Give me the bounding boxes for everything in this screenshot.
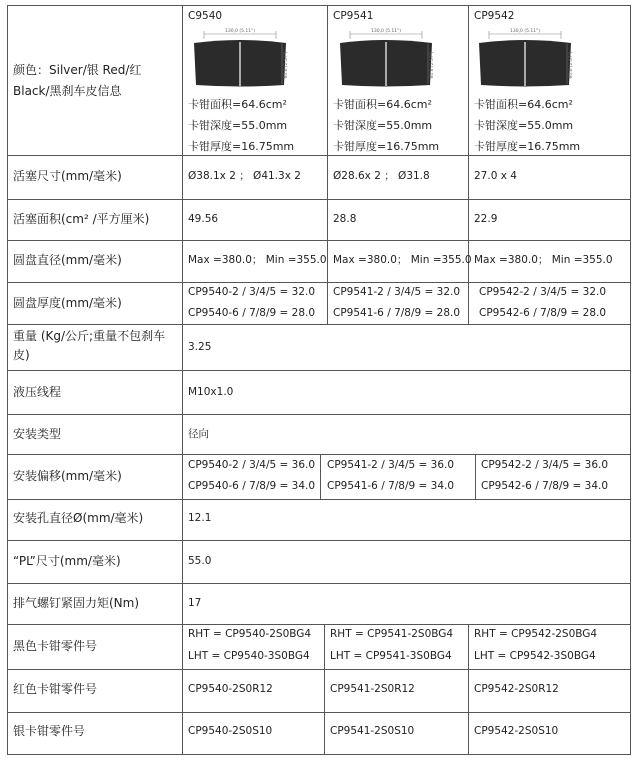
disc-thickness-3b: CP9542-6 / 7/8/9 = 28.0 (479, 307, 607, 319)
area-1: 卡钳面积=64.6cm² (188, 98, 287, 111)
black-part-2a: RHT = CP9541-2S0BG4 (330, 628, 454, 640)
piston-area-2: 28.8 (333, 213, 357, 225)
red-part-2: CP9541-2S0R12 (330, 683, 415, 695)
model-name-1: C9540 (188, 10, 223, 22)
color-label-line2: Black/黑刹车皮信息 (13, 84, 122, 98)
model-name-3: CP9542 (474, 10, 515, 22)
disc-thickness-1b: CP9540-6 / 7/8/9 = 28.0 (188, 307, 316, 319)
red-part-3: CP9542-2S0R12 (474, 683, 559, 695)
pl-size-value: 55.0 (188, 555, 212, 567)
mount-offset-1a: CP9540-2 / 3/4/5 = 36.0 (188, 459, 316, 471)
brake-pad-diagram-2 (336, 25, 436, 91)
piston-area-3: 22.9 (474, 213, 498, 225)
disc-thickness-label: 圆盘厚度(mm/毫米) (13, 296, 122, 310)
mount-offset-2a: CP9541-2 / 3/4/5 = 36.0 (327, 459, 455, 471)
disc-diameter-1: Max =380.0； Min =355.0 (188, 254, 327, 266)
disc-diameter-3: Max =380.0； Min =355.0 (474, 254, 613, 266)
diagram-height-label-1: 60.6 (2.57") (284, 51, 289, 79)
red-part-label: 红色卡钳零件号 (13, 682, 98, 696)
piston-size-2: Ø28.6x 2 ； Ø31.8 (333, 170, 430, 182)
weight-label-line2: 皮) (13, 348, 30, 362)
piston-size-1: Ø38.1x 2 ； Ø41.3x 2 (188, 170, 301, 182)
diagram-width-label-2: 130,0 (5.11") (371, 29, 401, 34)
brake-pad-diagram-3 (475, 25, 575, 91)
disc-thickness-1a: CP9540-2 / 3/4/5 = 32.0 (188, 286, 316, 298)
black-part-3b: LHT = CP9542-3S0BG4 (474, 650, 596, 662)
area-3: 卡钳面积=64.6cm² (474, 98, 573, 111)
disc-thickness-2a: CP9541-2 / 3/4/5 = 32.0 (333, 286, 461, 298)
depth-2: 卡钳深度=55.0mm (333, 119, 433, 132)
mount-type-value: 径向 (188, 428, 209, 440)
disc-diameter-2: Max =380.0； Min =355.0 (333, 254, 472, 266)
depth-3: 卡钳深度=55.0mm (474, 119, 574, 132)
piston-area-1: 49.56 (188, 213, 219, 225)
diagram-height-label-2: 60.6 (2.57") (430, 51, 435, 79)
black-part-1a: RHT = CP9540-2S0BG4 (188, 628, 312, 640)
diagram-height-label-3: 60.6 (2.57") (569, 51, 574, 79)
mount-offset-label: 安装偏移(mm/毫米) (13, 469, 122, 483)
piston-size-3: 27.0 x 4 (474, 170, 517, 182)
mount-offset-3a: CP9542-2 / 3/4/5 = 36.0 (481, 459, 609, 471)
mount-hole-label: 安装孔直径Ø(mm/毫米) (13, 511, 144, 525)
mount-offset-1b: CP9540-6 / 7/8/9 = 34.0 (188, 480, 316, 492)
diagram-width-label-3: 130,0 (5.11") (510, 29, 540, 34)
bleed-torque-value: 17 (188, 597, 202, 609)
black-part-label: 黑色卡钳零件号 (13, 639, 98, 653)
pl-size-label: “PL”尺寸(mm/毫米) (13, 554, 121, 568)
hydraulic-value: M10x1.0 (188, 386, 234, 398)
disc-diameter-label: 圆盘直径(mm/毫米) (13, 253, 122, 267)
black-part-1b: LHT = CP9540-3S0BG4 (188, 650, 310, 662)
black-part-2b: LHT = CP9541-3S0BG4 (330, 650, 452, 662)
bleed-torque-label: 排气螺钉紧固力矩(Nm) (13, 596, 140, 610)
mount-offset-2b: CP9541-6 / 7/8/9 = 34.0 (327, 480, 455, 492)
color-label-line1: 颜色：Silver/银 Red/红 (13, 63, 142, 77)
brake-pad-diagram-1 (190, 25, 290, 91)
diagram-width-label-1: 130,0 (5.11") (225, 29, 255, 34)
disc-thickness-2b: CP9541-6 / 7/8/9 = 28.0 (333, 307, 461, 319)
weight-value: 3.25 (188, 341, 212, 353)
area-2: 卡钳面积=64.6cm² (333, 98, 432, 111)
spec-table (7, 5, 631, 755)
weight-label-line1: 重量 (Kg/公斤;重量不包刹车 (13, 329, 166, 343)
mount-offset-3b: CP9542-6 / 7/8/9 = 34.0 (481, 480, 609, 492)
piston-area-label: 活塞面积(cm² /平方厘米) (13, 212, 150, 226)
mount-hole-value: 12.1 (188, 512, 212, 524)
silver-part-1: CP9540-2S0S10 (188, 725, 273, 737)
black-part-3a: RHT = CP9542-2S0BG4 (474, 628, 598, 640)
thickness-3: 卡钳厚度=16.75mm (474, 140, 581, 153)
disc-thickness-3a: CP9542-2 / 3/4/5 = 32.0 (479, 286, 607, 298)
silver-part-2: CP9541-2S0S10 (330, 725, 415, 737)
thickness-2: 卡钳厚度=16.75mm (333, 140, 440, 153)
piston-size-label: 活塞尺寸(mm/毫米) (13, 169, 122, 183)
red-part-1: CP9540-2S0R12 (188, 683, 273, 695)
thickness-1: 卡钳厚度=16.75mm (188, 140, 295, 153)
silver-part-label: 银卡钳零件号 (13, 724, 86, 738)
silver-part-3: CP9542-2S0S10 (474, 725, 559, 737)
hydraulic-label: 液压线程 (13, 385, 62, 399)
mount-type-label: 安装类型 (13, 427, 62, 441)
depth-1: 卡钳深度=55.0mm (188, 119, 288, 132)
model-name-2: CP9541 (333, 10, 374, 22)
